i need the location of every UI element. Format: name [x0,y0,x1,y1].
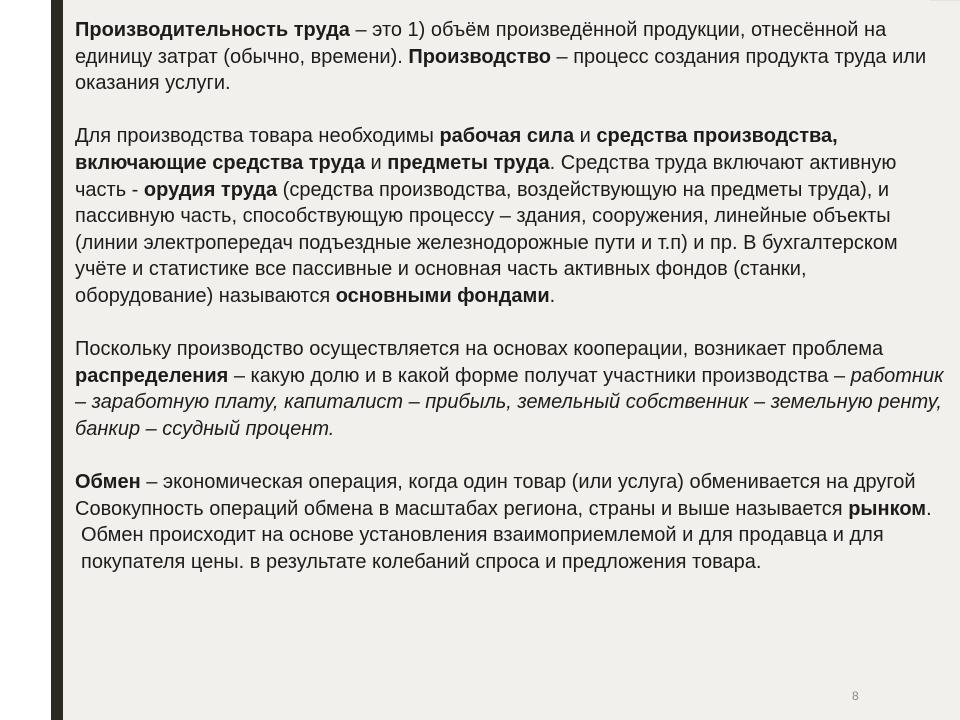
term-tools-of-labor: орудия труда [143,178,278,201]
text-segment: – экономическая операция, когда один товар (или услуга) обменивается на другой Совокупность операций обмена в масштабах региона, страны и выше называется [75,471,916,520]
text-segment: Поскольку производство осуществляется на основах кооперации, возникает проблема [75,338,884,361]
text-segment: Для производства товара необходимы [75,125,440,148]
page-number: 8 [852,689,859,703]
text-segment: – какую долю и в какой форме получат участники производства – [228,364,851,387]
text-segment: (средства производства, воздействующую на предметы труда), и пассивную часть, способствующую процессу – здания, сооружения, линейные объекты (линии электропередач подъездные железнодорожные пути и т.п) и пр. В бухгалтерском учёте и статистике все пассивные и основная часть активных фондов (станки, оборудование) называются [75,178,898,307]
term-objects-of-labor: предметы труда [387,151,550,174]
paragraph-productivity [75,17,945,97]
term-production: Производство [408,45,551,68]
text-segment: – процесс создания продукта труда или оказания услуги. [75,45,927,95]
text-segment: . [926,497,932,520]
term-distribution: распределения [75,364,229,387]
text-segment: и [574,125,597,148]
text-segment: . Средства труда включают активную часть - [75,151,897,201]
term-productivity: Производительность труда [75,19,350,41]
slide-body [75,17,945,575]
term-fixed-assets: основными фондами [335,284,550,307]
paragraph-exchange [75,469,945,522]
term-means-of-production: средства производства, включающие средства труда [75,125,838,174]
text-segment: – это 1) объём произведённой продукции, отнесённой на единицу затрат (обычно, времени). [75,19,887,68]
paragraph-distribution [75,336,945,442]
text-segment: Обмен происходит на основе установления взаимоприемлемой и для продавца и для покупателя цены. в результате колебаний спроса и предложения товара. [81,524,884,573]
paragraph-price [75,522,945,575]
term-market: рынком [848,497,927,520]
term-labor-force: рабочая сила [439,125,575,148]
text-segment: и [364,151,388,174]
text-segment: . [549,284,556,307]
corner-decoration [930,0,960,1]
paragraph-means-of-production [75,123,945,309]
accent-bar [51,0,63,720]
left-margin-panel [0,0,51,720]
term-exchange: Обмен [75,471,141,494]
distribution-examples: работник – заработную плату, капиталист – прибыль, земельный собственник – земельную ренту, банкир – ссудный процент. [75,364,944,440]
